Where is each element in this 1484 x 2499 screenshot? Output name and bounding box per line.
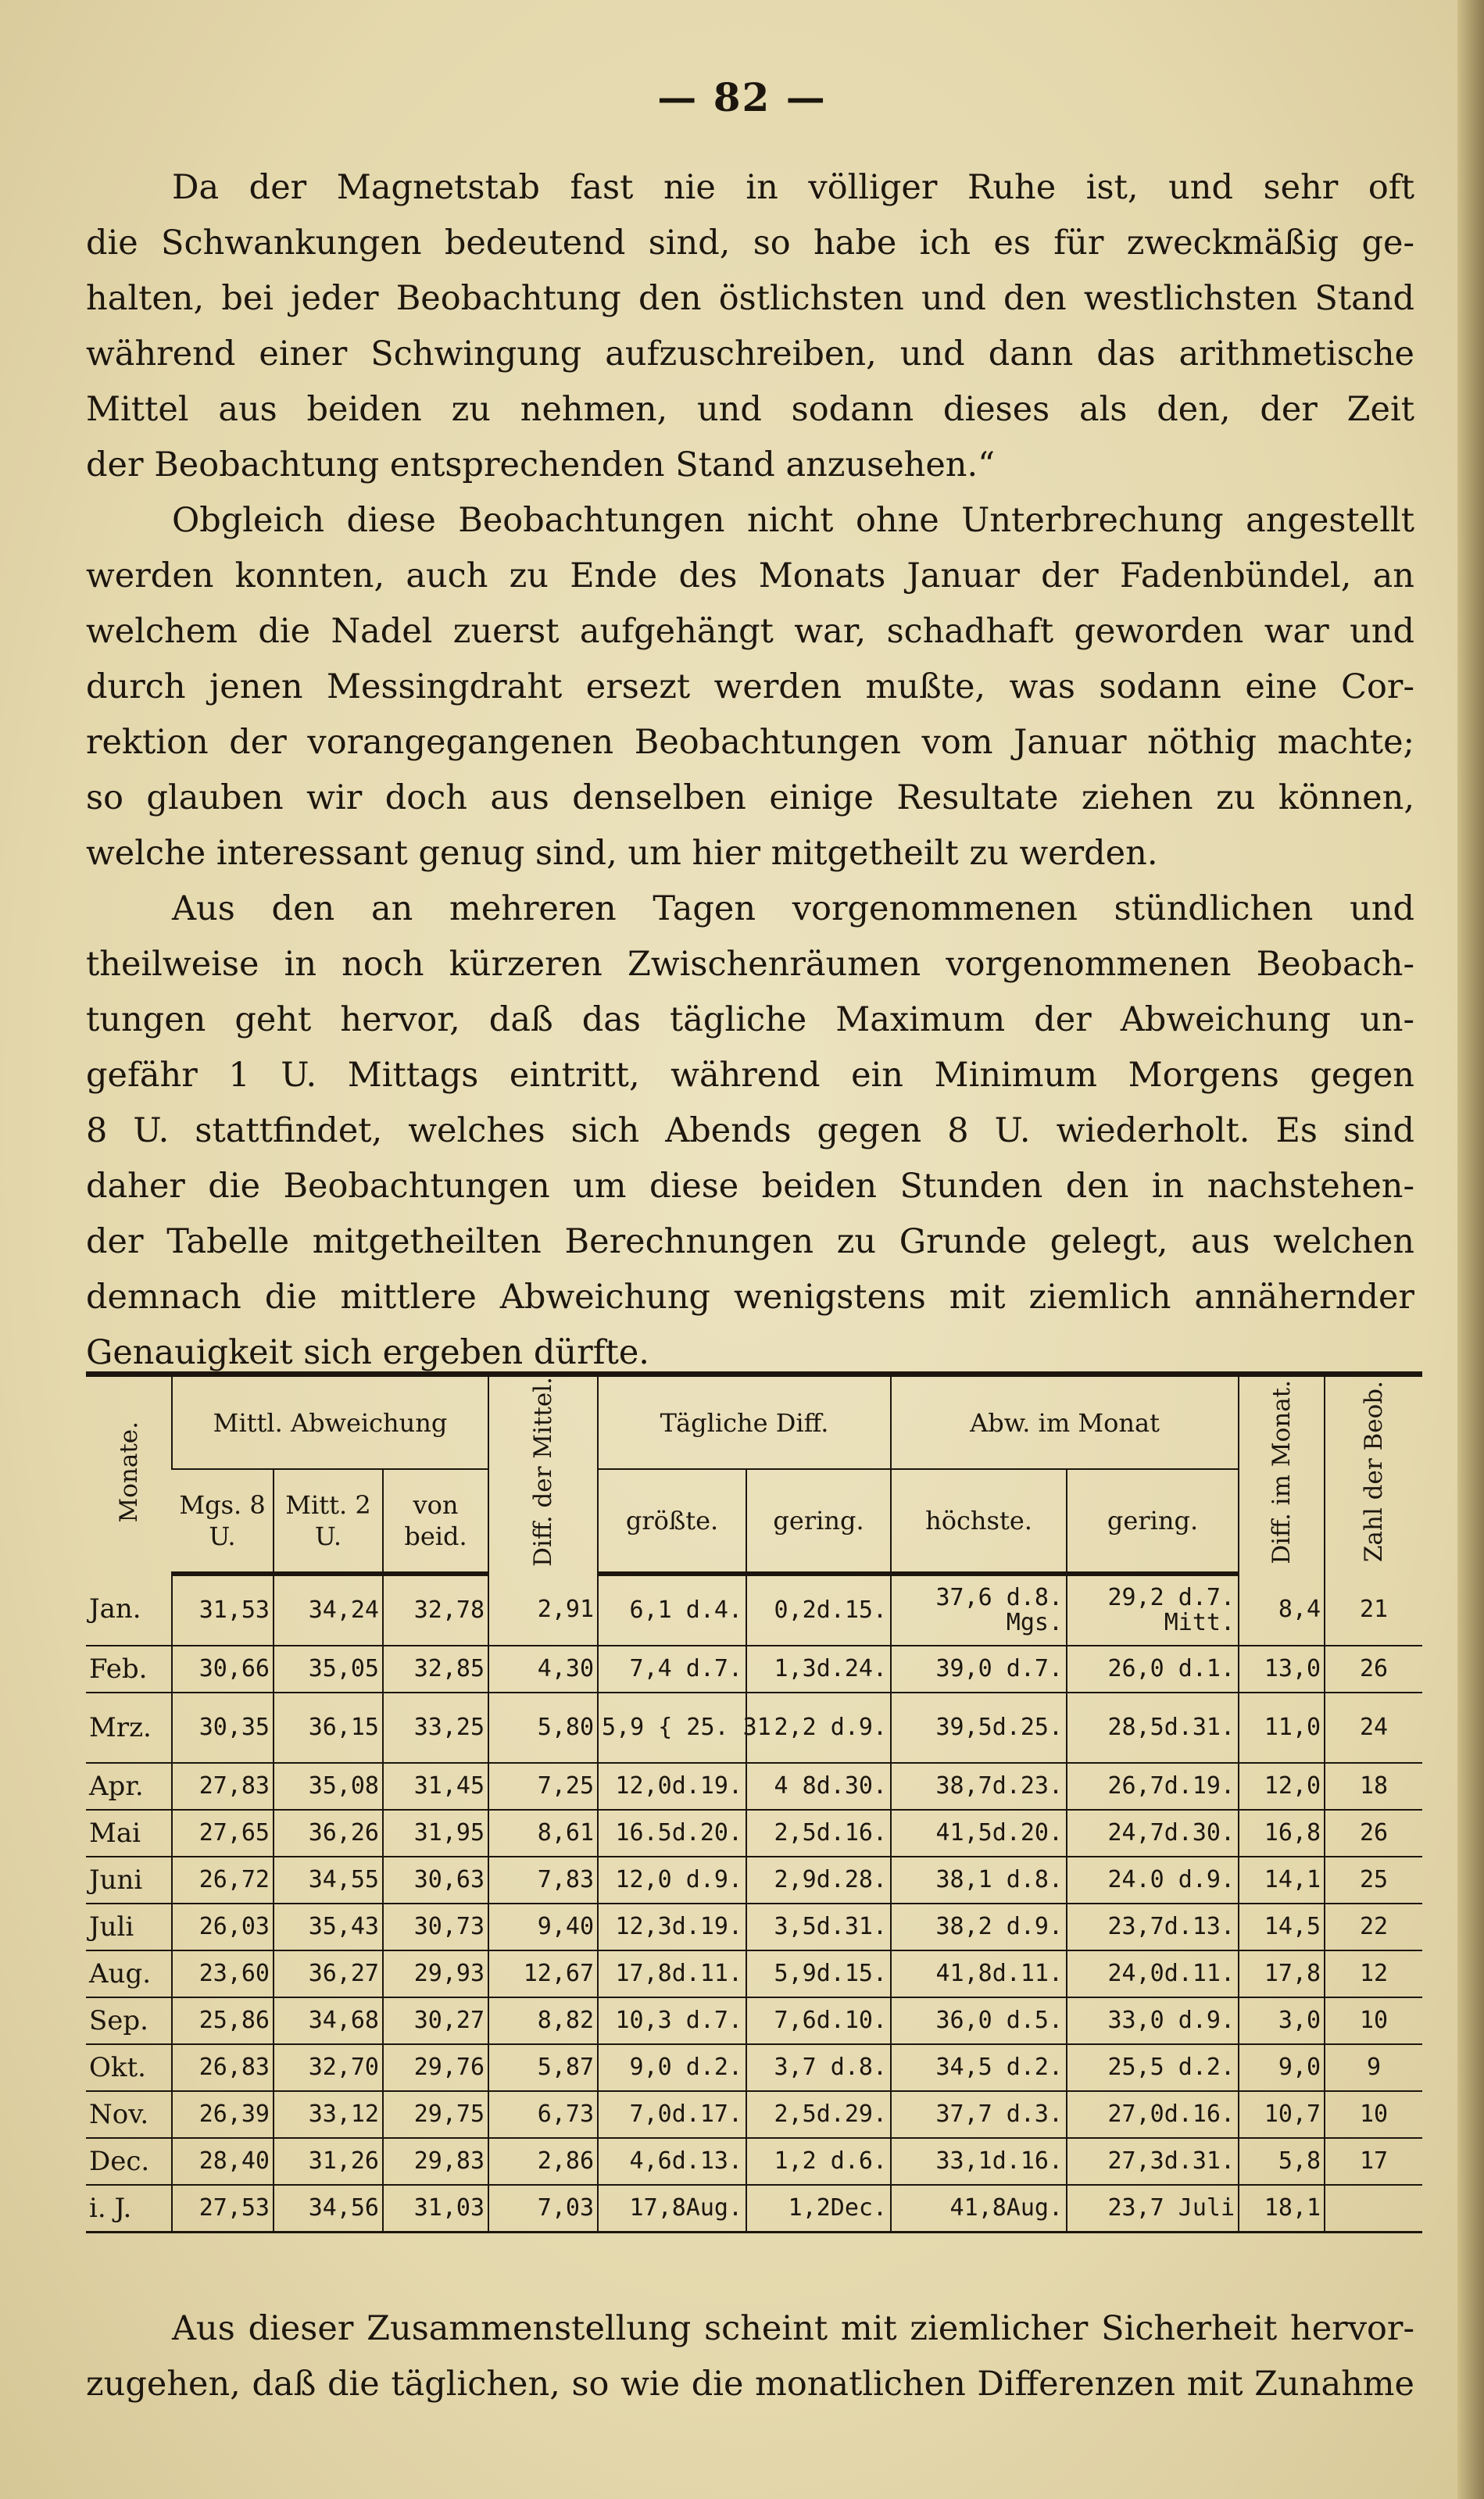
value-cell: 34,55	[274, 1857, 383, 1904]
month-cell: Nov.	[86, 2091, 172, 2138]
month-cell: Mai	[86, 1810, 172, 1857]
month-cell: Aug.	[86, 1950, 172, 1997]
value-cell: 31,26	[274, 2138, 383, 2185]
value-cell: 26,7d.19.	[1067, 1763, 1239, 1810]
value-cell: 22	[1325, 1904, 1422, 1950]
value-cell: 37,6 d.8. Mgs.	[891, 1574, 1067, 1646]
text-line: Obgleich diese Beobachtungen nicht ohne Unterbrechung angestellt	[172, 501, 1414, 540]
text-line: so glauben wir doch aus denselben einige Resultate ziehen zu können,	[86, 778, 1414, 817]
value-cell: 1,2 d.6.	[746, 2138, 891, 2185]
value-cell: 23,7d.13.	[1067, 1904, 1239, 1950]
text-line: durch jenen Messingdraht ersezt werden mußte, was sodann eine Cor-	[86, 667, 1414, 706]
value-cell: 28,40	[172, 2138, 274, 2185]
table-row	[86, 2091, 1422, 2138]
value-cell: 33,0 d.9.	[1067, 1997, 1239, 2044]
value-cell: 26	[1325, 1810, 1422, 1857]
value-cell: 36,0 d.5.	[891, 1997, 1067, 2044]
value-cell: 2,5d.16.	[746, 1810, 891, 1857]
value-cell: 9,40	[488, 1904, 598, 1950]
value-cell: 33,25	[383, 1693, 488, 1763]
declination-table	[86, 1371, 1422, 2233]
col-head-groesste: größte.	[598, 1469, 746, 1574]
table-row	[86, 2044, 1422, 2091]
value-cell: 7,4 d.7.	[598, 1646, 746, 1693]
table-row	[86, 1574, 1422, 1646]
month-cell: Dec.	[86, 2138, 172, 2185]
month-cell: Mrz.	[86, 1693, 172, 1763]
table-row	[86, 1646, 1422, 1693]
value-cell: 32,78	[383, 1574, 488, 1646]
value-cell: 26,72	[172, 1857, 274, 1904]
value-cell: 38,7d.23.	[891, 1763, 1067, 1810]
value-cell: 31,03	[383, 2185, 488, 2233]
month-cell: i. J.	[86, 2185, 172, 2233]
value-cell: 27,83	[172, 1763, 274, 1810]
value-cell: 32,70	[274, 2044, 383, 2091]
value-cell: 5,8	[1239, 2138, 1325, 2185]
value-cell: 35,43	[274, 1904, 383, 1950]
text-line: Da der Magnetstab fast nie in völliger Ruhe ist, und sehr oft	[172, 168, 1414, 207]
value-cell: 6,1 d.4.	[598, 1574, 746, 1646]
value-cell: 36,26	[274, 1810, 383, 1857]
value-cell: 26,39	[172, 2091, 274, 2138]
value-cell: 4,6d.13.	[598, 2138, 746, 2185]
value-cell: 12	[1325, 1950, 1422, 1997]
text-line: welchem die Nadel zuerst aufgehängt war, schadhaft geworden war und	[86, 612, 1414, 651]
month-cell: Feb.	[86, 1646, 172, 1693]
value-cell: 41,5d.20.	[891, 1810, 1067, 1857]
value-cell	[1325, 2185, 1422, 2233]
text-line: rektion der vorangegangenen Beobachtungen vom Januar nöthig machte;	[86, 723, 1414, 762]
paragraph-3	[86, 881, 1414, 1381]
value-cell: 14,1	[1239, 1857, 1325, 1904]
body-text-top	[86, 160, 1414, 1381]
value-cell: 30,35	[172, 1693, 274, 1763]
value-cell: 8,82	[488, 1997, 598, 2044]
value-cell: 31,53	[172, 1574, 274, 1646]
value-cell: 41,8Aug.	[891, 2185, 1067, 2233]
value-cell: 3,5d.31.	[746, 1904, 891, 1950]
body-text-bottom	[86, 2301, 1414, 2412]
value-cell: 16.5d.20.	[598, 1810, 746, 1857]
month-cell: Jan.	[86, 1574, 172, 1646]
value-cell: 29,75	[383, 2091, 488, 2138]
col-head-von-beid: von beid.	[383, 1469, 488, 1574]
value-cell: 2,9d.28.	[746, 1857, 891, 1904]
value-cell: 31,45	[383, 1763, 488, 1810]
value-cell: 17,8	[1239, 1950, 1325, 1997]
value-cell: 30,73	[383, 1904, 488, 1950]
value-cell: 10	[1325, 2091, 1422, 2138]
month-cell: Juni	[86, 1857, 172, 1904]
col-head-gering-monat: gering.	[1067, 1469, 1239, 1574]
value-cell: 10	[1325, 1997, 1422, 2044]
value-cell: 41,8d.11.	[891, 1950, 1067, 1997]
value-cell: 26,03	[172, 1904, 274, 1950]
value-cell: 21	[1325, 1574, 1422, 1646]
col-head-diff-mittel: Diff. der Mittel.	[488, 1375, 598, 1574]
value-cell: 3,7 d.8.	[746, 2044, 891, 2091]
value-cell: 0,2d.15.	[746, 1574, 891, 1646]
value-cell: 18,1	[1239, 2185, 1325, 2233]
table-row	[86, 1763, 1422, 1810]
value-cell: 5,9d.15.	[746, 1950, 891, 1997]
value-cell: 12,0 d.9.	[598, 1857, 746, 1904]
table-row	[86, 1857, 1422, 1904]
value-cell: 7,25	[488, 1763, 598, 1810]
value-cell: 9,0 d.2.	[598, 2044, 746, 2091]
value-cell: 5,87	[488, 2044, 598, 2091]
value-cell: 12,0	[1239, 1763, 1325, 1810]
table-row	[86, 1693, 1422, 1763]
value-cell: 29,2 d.7. Mitt.	[1067, 1574, 1239, 1646]
text-line: Mittel aus beiden zu nehmen, und sodann dieses als den, der Zeit	[86, 390, 1414, 429]
col-head-mitt: Mitt. 2 U.	[274, 1469, 383, 1574]
value-cell: 36,27	[274, 1950, 383, 1997]
value-cell: 38,2 d.9.	[891, 1904, 1067, 1950]
value-cell: 2,5d.29.	[746, 2091, 891, 2138]
value-cell: 8,61	[488, 1810, 598, 1857]
table-row	[86, 1810, 1422, 1857]
value-cell: 16,8	[1239, 1810, 1325, 1857]
text-line: daher die Beobachtungen um diese beiden Stunden den in nachstehen-	[86, 1167, 1414, 1206]
value-cell: 7,6d.10.	[746, 1997, 891, 2044]
value-cell: 10,7	[1239, 2091, 1325, 2138]
col-head-monate: Monate.	[114, 1421, 143, 1523]
month-cell: Okt.	[86, 2044, 172, 2091]
value-cell: 36,15	[274, 1693, 383, 1763]
value-cell: 27,65	[172, 1810, 274, 1857]
value-cell: 28,5d.31.	[1067, 1693, 1239, 1763]
value-cell: 34,24	[274, 1574, 383, 1646]
col-head-abw-im-monat: Abw. im Monat	[891, 1375, 1239, 1470]
text-line: theilweise in noch kürzeren Zwischenräumen vorgenommenen Beobach-	[86, 945, 1414, 984]
value-cell: 26	[1325, 1646, 1422, 1693]
value-cell: 2,86	[488, 2138, 598, 2185]
value-cell: 9,0	[1239, 2044, 1325, 2091]
value-cell: 33,12	[274, 2091, 383, 2138]
value-cell: 2,91	[488, 1574, 598, 1646]
value-cell: 17,8Aug.	[598, 2185, 746, 2233]
text-line: Aus den an mehreren Tagen vorgenommenen stündlichen und	[172, 889, 1414, 928]
text-line: während einer Schwingung aufzuschreiben, und dann das arithmetische	[86, 334, 1414, 374]
text-line: Genauigkeit sich ergeben dürfte.	[86, 1333, 649, 1372]
value-cell: 31,95	[383, 1810, 488, 1857]
value-cell: 5,80	[488, 1693, 598, 1763]
value-cell: 35,05	[274, 1646, 383, 1693]
value-cell: 34,56	[274, 2185, 383, 2233]
month-cell: Apr.	[86, 1763, 172, 1810]
value-cell: 39,0 d.7.	[891, 1646, 1067, 1693]
value-cell: 27,53	[172, 2185, 274, 2233]
value-cell: 39,5d.25.	[891, 1693, 1067, 1763]
value-cell: 30,63	[383, 1857, 488, 1904]
text-line: zugehen, daß die täglichen, so wie die monatlichen Differenzen mit Zunahme	[86, 2365, 1414, 2404]
value-cell: 7,03	[488, 2185, 598, 2233]
col-head-mittl-abweichung: Mittl. Abweichung	[172, 1375, 488, 1470]
value-cell: 24,7d.30.	[1067, 1810, 1239, 1857]
value-cell: 27,0d.16.	[1067, 2091, 1239, 2138]
value-cell: 32,85	[383, 1646, 488, 1693]
value-cell: 34,68	[274, 1997, 383, 2044]
value-cell: 7,83	[488, 1857, 598, 1904]
paragraph-1	[86, 160, 1414, 493]
value-cell: 27,3d.31.	[1067, 2138, 1239, 2185]
value-cell: 1,2Dec.	[746, 2185, 891, 2233]
table-row	[86, 2138, 1422, 2185]
text-line: Aus dieser Zusammenstellung scheint mit ziemlicher Sicherheit hervor-	[172, 2309, 1414, 2348]
text-line: 8 U. stattfindet, welches sich Abends gegen 8 U. wiederholt. Es sind	[86, 1111, 1414, 1150]
value-cell: 23,60	[172, 1950, 274, 1997]
value-cell: 10,3 d.7.	[598, 1997, 746, 2044]
value-cell: 24,0d.11.	[1067, 1950, 1239, 1997]
value-cell: 29,83	[383, 2138, 488, 2185]
month-cell: Sep.	[86, 1997, 172, 2044]
value-cell: 4,30	[488, 1646, 598, 1693]
value-cell: 25	[1325, 1857, 1422, 1904]
value-cell: 26,83	[172, 2044, 274, 2091]
table-row	[86, 1950, 1422, 1997]
text-line: der Tabelle mitgetheilten Berechnungen zu Grunde gelegt, aus welchen	[86, 1222, 1414, 1261]
col-head-diff-im-monat: Diff. im Monat.	[1239, 1375, 1325, 1574]
col-head-mgs: Mgs. 8 U.	[172, 1469, 274, 1574]
value-cell: 38,1 d.8.	[891, 1857, 1067, 1904]
value-cell: 33,1d.16.	[891, 2138, 1067, 2185]
value-cell: 12,0d.19.	[598, 1763, 746, 1810]
value-cell: 3,0	[1239, 1997, 1325, 2044]
value-cell: 17,8d.11.	[598, 1950, 746, 1997]
table-row	[86, 1904, 1422, 1950]
value-cell: 29,76	[383, 2044, 488, 2091]
value-cell: 25,5 d.2.	[1067, 2044, 1239, 2091]
value-cell: 23,7 Juli	[1067, 2185, 1239, 2233]
value-cell: 25,86	[172, 1997, 274, 2044]
table-row	[86, 1997, 1422, 2044]
value-cell: 30,66	[172, 1646, 274, 1693]
month-cell: Juli	[86, 1904, 172, 1950]
value-cell: 29,93	[383, 1950, 488, 1997]
value-cell: 2,2 d.9.	[746, 1693, 891, 1763]
text-line: halten, bei jeder Beobachtung den östlichsten und den westlichsten Stand	[86, 279, 1414, 318]
value-cell: 26,0 d.1.	[1067, 1646, 1239, 1693]
value-cell: 17	[1325, 2138, 1422, 2185]
value-cell: 1,3d.24.	[746, 1646, 891, 1693]
value-cell: 12,67	[488, 1950, 598, 1997]
value-cell: 37,7 d.3.	[891, 2091, 1067, 2138]
paragraph-2	[86, 493, 1414, 881]
text-line: die Schwankungen bedeutend sind, so habe ich es für zweckmäßig ge-	[86, 223, 1414, 263]
text-line: tungen geht hervor, daß das tägliche Maximum der Abweichung un-	[86, 1000, 1414, 1039]
value-cell: 4 8d.30.	[746, 1763, 891, 1810]
value-cell: 30,27	[383, 1997, 488, 2044]
col-head-zahl-beob: Zahl der Beob.	[1325, 1375, 1422, 1574]
value-cell: 6,73	[488, 2091, 598, 2138]
value-cell: 24.0 d.9.	[1067, 1857, 1239, 1904]
value-cell: 13,0	[1239, 1646, 1325, 1693]
value-cell: 14,5	[1239, 1904, 1325, 1950]
value-cell: 7,0d.17.	[598, 2091, 746, 2138]
col-head-gering: gering.	[746, 1469, 891, 1574]
text-line: gefähr 1 U. Mittags eintritt, während ein Minimum Morgens gegen	[86, 1056, 1414, 1095]
text-line: der Beobachtung entsprechenden Stand anzusehen.“	[86, 445, 996, 484]
col-head-hoechste: höchste.	[891, 1469, 1067, 1574]
table-row-total	[86, 2185, 1422, 2233]
page-number: — 82 —	[657, 74, 827, 120]
text-line: demnach die mittlere Abweichung wenigstens mit ziemlich annähernder	[86, 1278, 1414, 1317]
value-cell: 18	[1325, 1763, 1422, 1810]
text-line: welche interessant genug sind, um hier mitgetheilt zu werden.	[86, 834, 1158, 873]
col-head-taegliche-diff: Tägliche Diff.	[598, 1375, 891, 1470]
page-gutter	[1457, 0, 1484, 2499]
value-cell: 5,9 { 25. 31.	[598, 1693, 746, 1763]
value-cell: 35,08	[274, 1763, 383, 1810]
value-cell: 11,0	[1239, 1693, 1325, 1763]
value-cell: 12,3d.19.	[598, 1904, 746, 1950]
value-cell: 8,4	[1239, 1574, 1325, 1646]
text-line: werden konnten, auch zu Ende des Monats Januar der Fadenbündel, an	[86, 556, 1414, 595]
value-cell: 9	[1325, 2044, 1422, 2091]
value-cell: 24	[1325, 1693, 1422, 1763]
value-cell: 34,5 d.2.	[891, 2044, 1067, 2091]
